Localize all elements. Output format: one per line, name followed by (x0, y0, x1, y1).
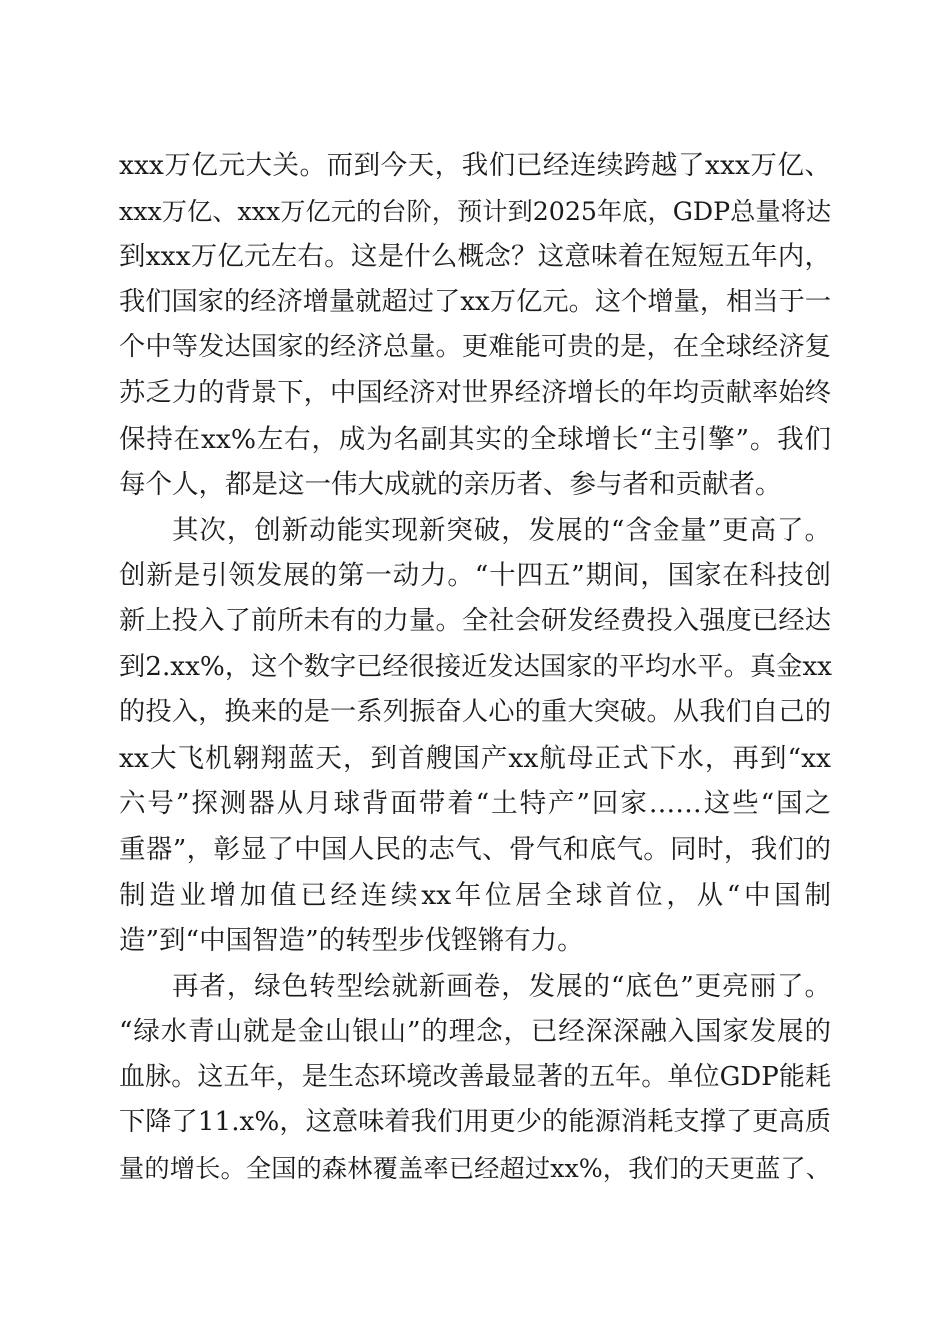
text-line: 新上投入了前所未有的力量。全社会研发经费投入强度已经达 (119, 605, 831, 636)
text-line: 造”到“中国智造”的转型步伐铿锵有力。 (119, 925, 584, 957)
text-line: 的投入，换来的是一系列振奋人心的重大突破。从我们自己的 (119, 697, 831, 728)
body-text (119, 143, 831, 1192)
text-line: xxx万亿元大关。而到今天，我们已经连续跨越了xxx万亿、 (119, 150, 831, 181)
text-line: 制造业增加值已经连续xx年位居全球首位，从“中国制 (119, 879, 831, 911)
text-line: 每个人，都是这一伟大成就的亲历者、参与者和贡献者。 (119, 469, 782, 501)
text-line: xx大飞机翱翔蓝天，到首艘国产xx航母正式下水，再到“xx (119, 742, 831, 774)
text-line: 到xxx万亿元左右。这是什么概念？这意味着在短短五年内， (119, 241, 831, 273)
text-line: 保持在xx%左右，成为名副其实的全球增长“主引擎”。我们 (119, 423, 831, 455)
text-line: 量的增长。全国的森林覆盖率已经超过xx%，我们的天更蓝了、 (119, 1154, 831, 1184)
text-line: 六号”探测器从月球背面带着“土特产”回家……这些“国之 (119, 788, 831, 820)
text-line: 我们国家的经济增量就超过了xx万亿元。这个增量，相当于一 (119, 286, 832, 317)
text-line: 苏乏力的背景下，中国经济对世界经济增长的年均贡献率始终 (119, 377, 831, 408)
paragraph-lead-line: 其次，创新动能实现新突破，发展的“含金量”更高了。 (172, 514, 831, 546)
paragraph-lead-line: 再者，绿色转型绘就新画卷，发展的“底色”更亮丽了。 (172, 970, 831, 1002)
text-line: 个中等发达国家的经济总量。更难能可贵的是，在全球经济复 (119, 332, 831, 363)
text-line: 创新是引领发展的第一动力。“十四五”期间，国家在科技创 (119, 560, 831, 592)
text-line: 重器”，彰显了中国人民的志气、骨气和底气。同时，我们的 (119, 833, 831, 865)
text-line: 到2.xx%，这个数字已经很接近发达国家的平均水平。真金xx (119, 651, 832, 682)
text-line: xxx万亿、xxx万亿元的台阶，预计到2025年底，GDP总量将达 (119, 196, 832, 226)
text-line: 血脉。这五年，是生态环境改善最显著的五年。单位GDP能耗 (119, 1061, 831, 1092)
text-line: 下降了11.x%，这意味着我们用更少的能源消耗支撑了更高质 (119, 1107, 831, 1138)
text-line: “绿水青山就是金山银山”的理念，已经深深融入国家发展的 (119, 1016, 831, 1048)
